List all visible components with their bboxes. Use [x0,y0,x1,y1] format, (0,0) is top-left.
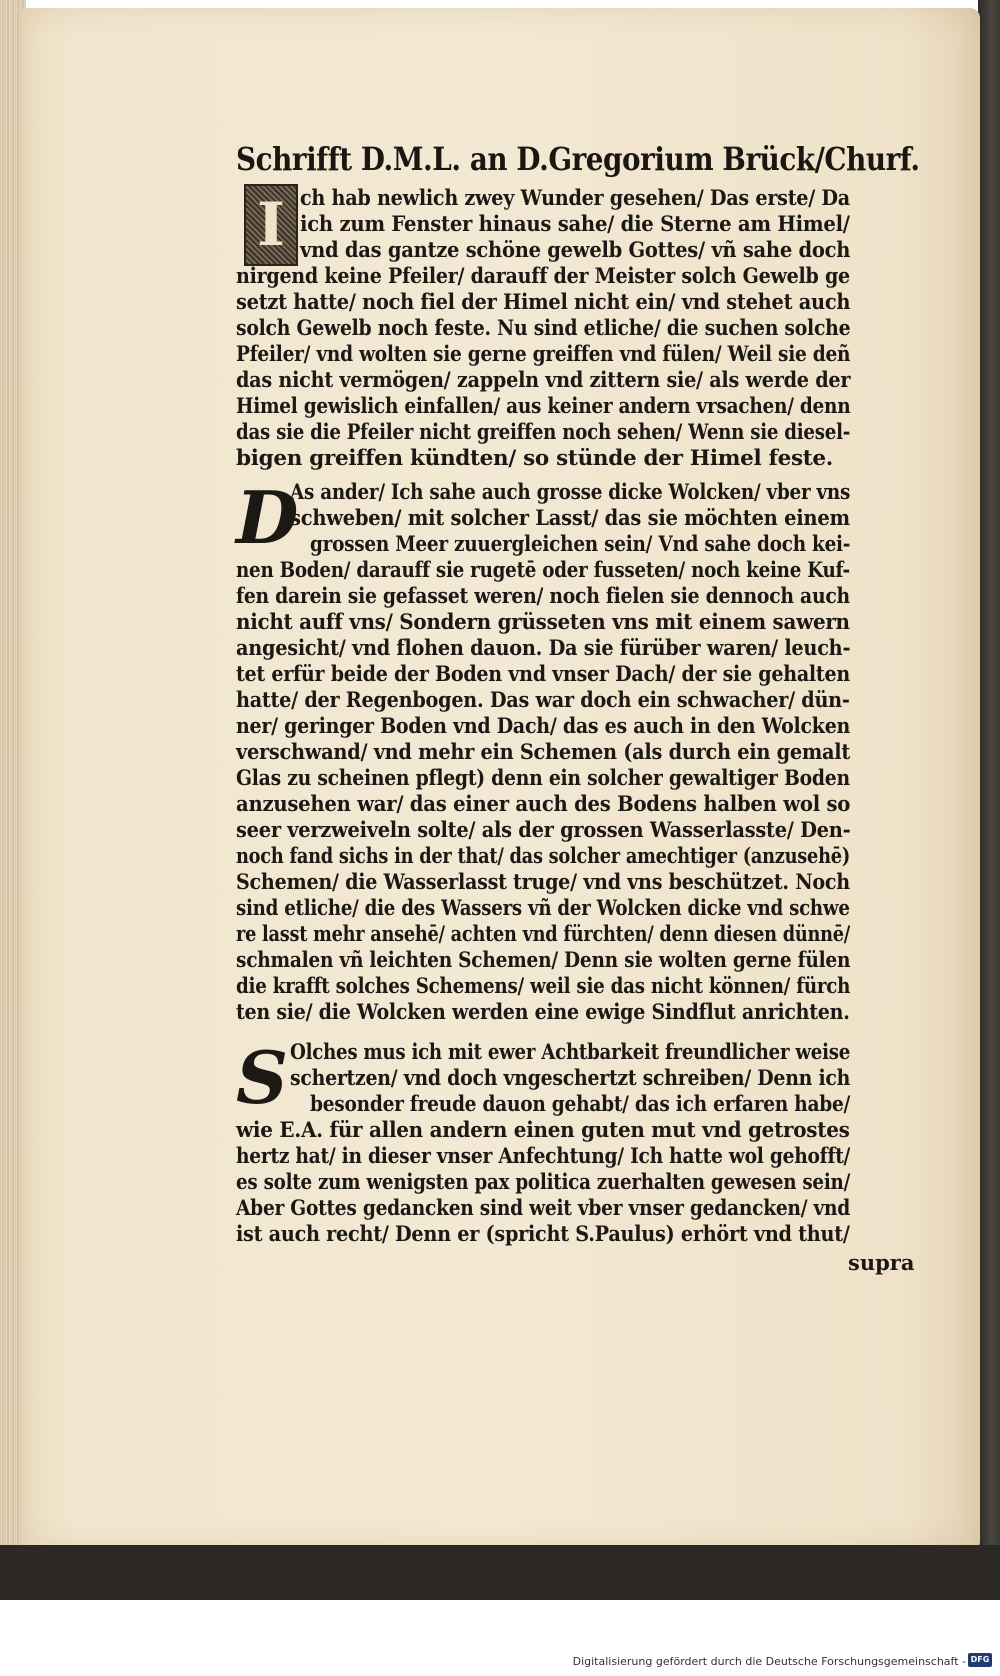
text-line: seer verzweiveln solte/ als der grossen Wasserlasste/ Den- [236,818,851,843]
text-line: das sie die Pfeiler nicht greiffen noch sehen/ Wenn sie diesel- [236,420,851,445]
text-line: setzt hatte/ noch fiel der Himel nicht ein/ vnd stehet auch [236,290,851,315]
text-line: angesicht/ vnd flohen dauon. Da sie fürüber waren/ leuch- [236,636,851,661]
text-line: hatte/ der Regenbogen. Das war doch ein schwacher/ dün- [236,688,850,713]
text-line: nen Boden/ darauff sie rugetē oder fusseten/ noch keine Kuf- [236,558,850,583]
text-line: ch hab newlich zwey Wunder gesehen/ Das erste/ Da [300,186,850,211]
text-line: vnd das gantze schöne gewelb Gottes/ vñ sahe doch [300,238,851,263]
catchword: supra [848,1250,915,1275]
text-line: es solte zum wenigsten pax politica zuerhalten gewesen sein/ [236,1170,851,1195]
text-line: grossen Meer zuuergleichen sein/ Vnd sahe doch kei- [310,532,851,557]
text-line: Schemen/ die Wasserlasst truge/ vnd vns beschützet. Noch [236,870,850,895]
text-line: sind etliche/ die des Wassers vñ der Wolcken dicke vnd schwe [236,896,850,921]
text-line: schweben/ mit solcher Lasst/ das sie möchten einem [290,506,850,531]
text-line: Pfeiler/ vnd wolten sie gerne greiffen vnd fülen/ Weil sie deñ [236,342,851,367]
text-line: verschwand/ vnd mehr ein Schemen (als durch ein gemalt [236,740,851,765]
drop-cap-initial: S [236,1035,288,1120]
text-line: Himel gewislich einfallen/ aus keiner andern vrsachen/ denn [236,394,851,419]
text-line: schertzen/ vnd doch vngeschertzt schreiben/ Denn ich [290,1066,851,1091]
text-line: die krafft solches Schemens/ weil sie das nicht können/ fürch [236,974,851,999]
text-line: ner/ geringer Boden vnd Dach/ das es auch in den Wolcken [236,714,851,739]
text-line: solch Gewelb noch feste. Nu sind etliche/ die suchen solche [236,316,851,341]
drop-cap-initial: D [236,475,299,560]
text-line: besonder freude dauon gehabt/ das ich erfaren habe/ [310,1092,851,1117]
text-line: anzusehen war/ das einer auch des Bodens halben wol so [236,792,851,817]
text-line: Aber Gottes gedancken sind weit vber vnser gedancken/ vnd [236,1196,851,1221]
text-line: hertz hat/ in dieser vnser Anfechtung/ Ich hatte wol gehofft/ [236,1144,851,1169]
text-line: fen darein sie gefasset weren/ noch fielen sie dennoch auch [236,584,850,609]
dfg-logo: DFG [968,1653,992,1667]
text-line: Olches mus ich mit ewer Achtbarkeit freundlicher weise [290,1040,851,1065]
text-line: nicht auff vns/ Sondern grüsseten vns mit einem sawern [236,610,850,635]
running-heading: Schrifft D.M.L. an D.Gregorium Brück/Churf. [236,140,920,178]
text-line: noch fand sichs in der that/ das solcher amechtiger (anzusehē) [236,844,850,869]
text-line: bigen greiffen kündten/ so stünde der Himel feste. [236,446,833,471]
text-line: As ander/ Ich sahe auch grosse dicke Wolcken/ vber vns [290,480,851,505]
text-line: ich zum Fenster hinaus sahe/ die Sterne am Himel/ [300,212,850,237]
digitization-credit: Digitalisierung gefördert durch die Deutsche Forschungsgemeinschaft - [572,1655,966,1668]
text-line: schmalen vñ leichten Schemen/ Denn sie wolten gerne fülen [236,948,851,973]
drop-cap-initial: I [244,184,298,266]
text-line: das nicht vermögen/ zappeln vnd zittern sie/ als werde der [236,368,851,393]
text-line: ist auch recht/ Denn er (spricht S.Paulus) erhört vnd thut/ [236,1222,850,1247]
text-line: Glas zu scheinen pflegt) denn ein solcher gewaltiger Boden [236,766,850,791]
text-line: ten sie/ die Wolcken werden eine ewige Sindflut anrichten. [236,1000,850,1025]
text-line: wie E.A. für allen andern einen guten mut vnd getrostes [236,1118,850,1143]
text-line: nirgend keine Pfeiler/ darauff der Meister solch Gewelb ge [236,264,850,289]
text-line: tet erfür beide der Boden vnd vnser Dach/ der sie gehalten [236,662,850,687]
text-line: re lasst mehr ansehē/ achten vnd fürchten/ denn diesen dünnē/ [236,922,851,947]
